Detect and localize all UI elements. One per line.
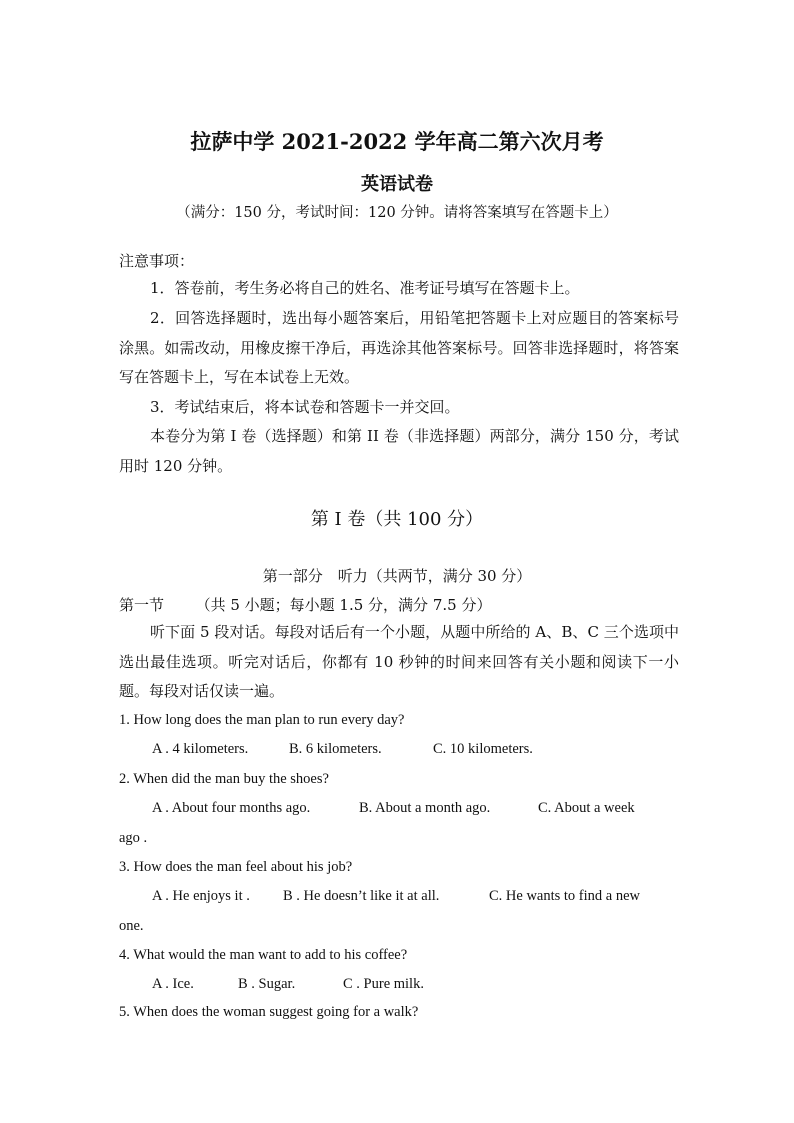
q3-option-a: A . He enjoys it . (152, 888, 250, 904)
part-title: 第一部分 听力（共两节，满分 30 分） (262, 567, 532, 585)
q4-option-b: B . Sugar. (238, 976, 296, 992)
notice-item-3: 3．考试结束后，将本试卷和答题卡一并交回。 (150, 398, 460, 416)
q3-option-c: C. He wants to find a new (489, 888, 641, 904)
notice-item-4: 本卷分为第 I 卷（选择题）和第 II 卷（非选择题）两部分，满分 150 分，考试用时 120 分钟。 (119, 427, 679, 475)
notice-heading: 注意事项： (119, 252, 195, 270)
question-5: 5. When does the woman suggest going for a walk? (119, 1004, 419, 1020)
exam-title: 拉萨中学 2021-2022 学年高二第六次月考 (190, 129, 604, 154)
q1-option-a: A . 4 kilometers. (152, 741, 249, 757)
q4-option-c: C . Pure milk. (343, 976, 424, 992)
q2-option-a: A . About four months ago. (152, 800, 311, 816)
exam-note: （满分：150 分，考试时间：120 分钟。请将答案填写在答题卡上） (176, 205, 618, 221)
volume-title: 第 I 卷（共 100 分） (310, 509, 484, 530)
question-3: 3. How does the man feel about his job? (119, 859, 353, 875)
notice-item-1: 1．答卷前，考生务必将自己的姓名、准考证号填写在答题卡上。 (150, 279, 580, 297)
q3-option-c-continued: one. (119, 918, 144, 934)
q3-option-b: B . He doesn’t like it at all. (283, 888, 440, 904)
q2-option-c-continued: ago . (119, 830, 148, 846)
q2-option-b: B. About a month ago. (359, 800, 491, 816)
section-description: （共 5 小题；每小题 1.5 分，满分 7.5 分） (195, 596, 492, 614)
question-1: 1. How long does the man plan to run every day? (119, 712, 405, 728)
question-4: 4. What would the man want to add to his coffee? (119, 947, 408, 963)
listening-instructions: 听下面 5 段对话。每段对话后有一个小题，从题中所给的 A、B、C 三个选项中选出最佳选项。听完对话后，你都有 10 秒钟的时间来回答有关小题和阅读下一小题。每段对话仅读一遍。 (119, 623, 679, 700)
q1-option-c: C. 10 kilometers. (433, 741, 533, 757)
question-2: 2. When did the man buy the shoes? (119, 771, 329, 787)
exam-subtitle: 英语试卷 (361, 174, 433, 195)
notice-item-2: 2．回答选择题时，选出每小题答案后，用铅笔把答题卡上对应题目的答案标号涂黑。如需改动，用橡皮擦干净后，再选涂其他答案标号。回答非选择题时，将答案写在答题卡上，写在本试卷上无效。 (119, 309, 679, 386)
q1-option-b: B. 6 kilometers. (289, 741, 382, 757)
section-label: 第一节 (119, 596, 165, 614)
section-heading (119, 594, 491, 615)
q4-option-a: A . Ice. (152, 976, 194, 992)
q2-option-c: C. About a week (538, 800, 635, 816)
